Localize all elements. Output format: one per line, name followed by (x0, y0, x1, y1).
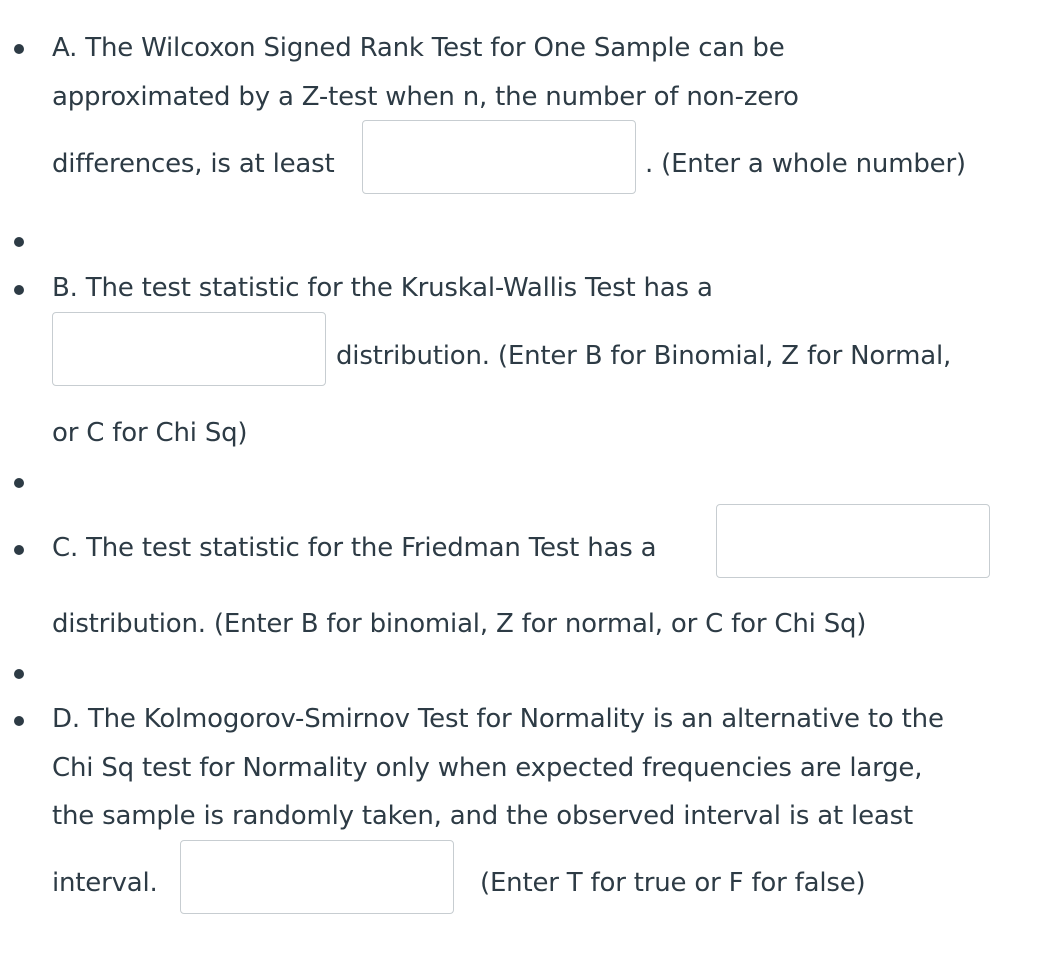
question-a-line-1: A. The Wilcoxon Signed Rank Test for One Sample can be (52, 33, 785, 63)
question-a-after-input: . (Enter a whole number) (645, 149, 966, 179)
bullet-b (14, 285, 24, 295)
question-d-after-input: (Enter T for true or F for false) (480, 868, 866, 898)
question-a-line-2: approximated by a Z-test when n, the number of non-zero (52, 82, 799, 112)
question-c-before-input: C. The test statistic for the Friedman Test has a (52, 533, 657, 563)
bullet-a (14, 44, 24, 54)
answer-input-d[interactable] (180, 840, 454, 914)
bullet-empty-2 (14, 478, 24, 488)
question-d-line-1: D. The Kolmogorov-Smirnov Test for Normality is an alternative to the (52, 704, 944, 734)
bullet-d (14, 716, 24, 726)
question-d-line-3: the sample is randomly taken, and the observed interval is at least (52, 801, 913, 831)
question-d-before-input: interval. (52, 868, 158, 898)
answer-input-b[interactable] (52, 312, 326, 386)
question-c-line-2: distribution. (Enter B for binomial, Z for normal, or C for Chi Sq) (52, 609, 867, 639)
bullet-c (14, 545, 24, 555)
question-b-after-input: distribution. (Enter B for Binomial, Z for Normal, (336, 341, 952, 371)
question-a-before-input: differences, is at least (52, 149, 335, 179)
answer-input-c[interactable] (716, 504, 990, 578)
question-b-line-3: or C for Chi Sq) (52, 418, 248, 448)
bullet-empty-1 (14, 237, 24, 247)
answer-input-a[interactable] (362, 120, 636, 194)
question-d-line-2: Chi Sq test for Normality only when expected frequencies are large, (52, 753, 923, 783)
question-b-line-1: B. The test statistic for the Kruskal-Wallis Test has a (52, 273, 713, 303)
bullet-empty-3 (14, 669, 24, 679)
